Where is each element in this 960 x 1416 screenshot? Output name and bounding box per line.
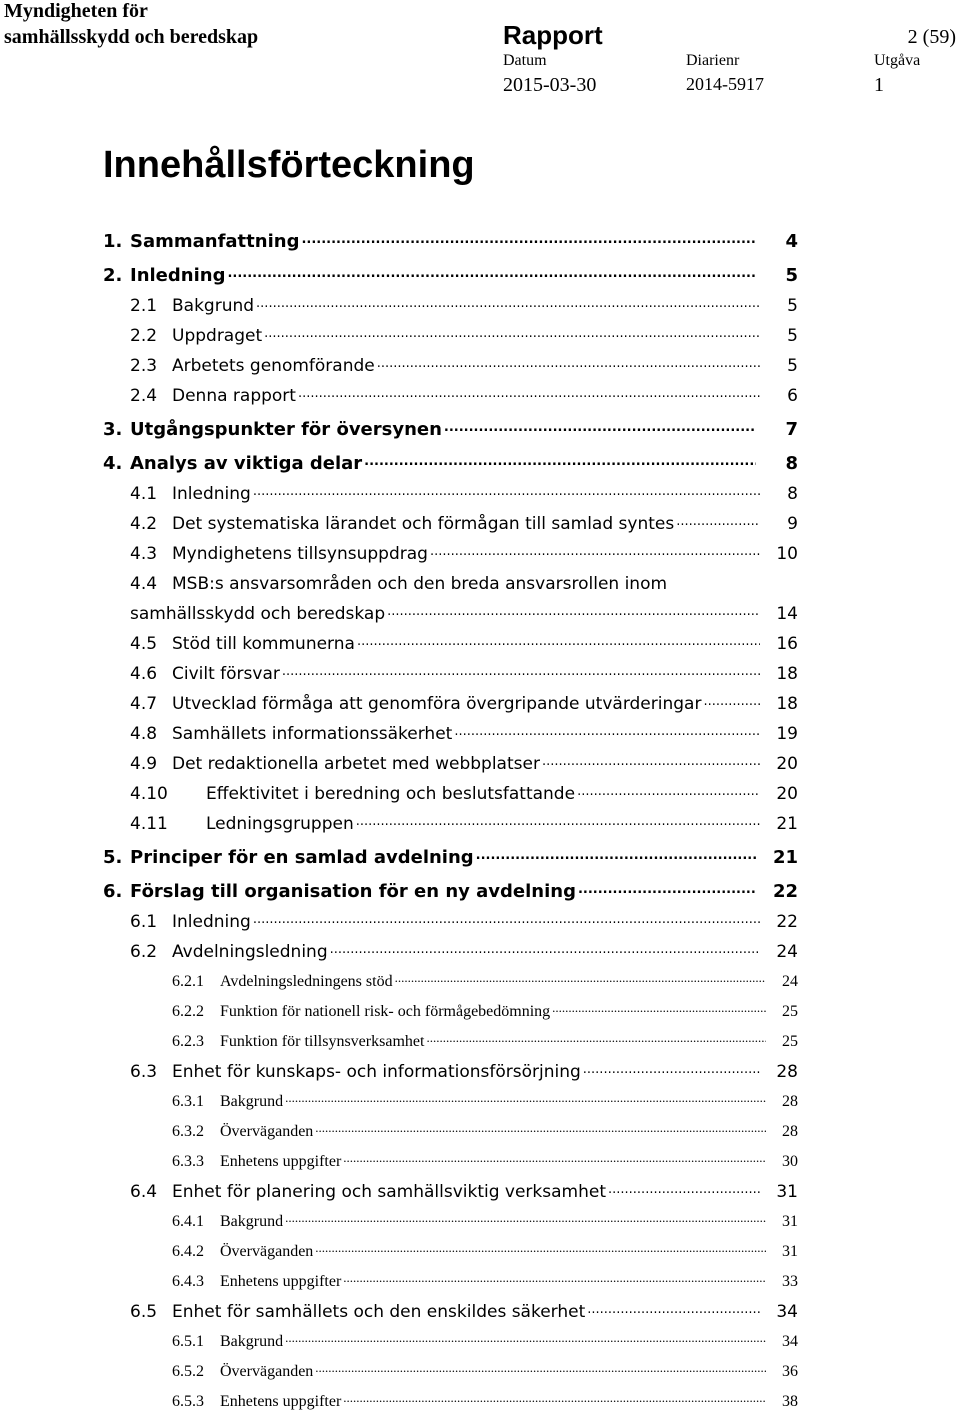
toc-entry-text: [0, 509, 762, 535]
toc-entry-text: [0, 689, 762, 715]
toc-entry-text: [0, 1027, 768, 1053]
toc-entry-label[interactable]: Funktion för nationell risk- och förmågebedömning: [220, 1003, 551, 1020]
toc-entry-label[interactable]: Samhällets informationssäkerhet: [172, 724, 453, 744]
dot-leader: [587, 1297, 760, 1319]
dot-leader: [703, 689, 760, 711]
edition-value: 1: [874, 74, 884, 96]
dot-leader: [454, 719, 760, 741]
dot-leader: [476, 843, 756, 865]
toc-entry-label[interactable]: Principer för en samlad avdelning: [130, 847, 474, 868]
toc-entry-label[interactable]: Överväganden: [220, 1363, 314, 1380]
toc-entry-page: 21: [776, 814, 798, 834]
toc-entry-page: 30: [782, 1153, 798, 1170]
toc-entry-page: 25: [782, 1003, 798, 1020]
toc-entry-number: 2.: [103, 265, 123, 286]
toc-entry-text: [0, 449, 758, 475]
toc-entry-label[interactable]: Bakgrund: [220, 1093, 284, 1110]
toc-entry-text: [0, 1057, 762, 1083]
toc-entry-page: 19: [776, 724, 798, 744]
toc-entry-label[interactable]: Avdelningsledning: [172, 942, 328, 962]
toc-entry[interactable]: [0, 715, 960, 745]
date-value: 2015-03-30: [503, 74, 597, 96]
toc-entry-page: 8: [787, 484, 798, 504]
toc-entry-text: [0, 1117, 768, 1143]
dot-leader: [298, 381, 760, 403]
toc-entry-number: 6.4: [130, 1182, 158, 1202]
dot-leader: [578, 877, 756, 899]
toc-title: Innehållsförteckning: [103, 144, 475, 186]
toc-entry-label[interactable]: Inledning: [172, 484, 251, 504]
toc-entry-page: 21: [772, 847, 798, 868]
toc-entry-label[interactable]: Enhetens uppgifter: [220, 1273, 342, 1290]
toc-entry-text: [0, 659, 762, 685]
dot-leader: [343, 1267, 766, 1289]
toc-entry[interactable]: [0, 1113, 960, 1143]
toc-entry[interactable]: [0, 625, 960, 655]
toc-entry-text: [0, 629, 762, 655]
toc-entry[interactable]: [0, 317, 960, 347]
dot-leader: [285, 1087, 766, 1109]
toc-entry-page: 20: [776, 754, 798, 774]
toc-entry[interactable]: [0, 1023, 960, 1053]
toc-entry-page: 9: [787, 514, 798, 534]
toc-entry-label[interactable]: Det redaktionella arbetet med webbplatser: [172, 754, 540, 774]
toc-entry-page: 31: [782, 1213, 798, 1230]
toc-entry-number: 5.: [103, 847, 123, 868]
toc-entry[interactable]: [0, 1203, 960, 1233]
toc-entry[interactable]: [0, 287, 960, 317]
toc-entry-text: [0, 967, 768, 993]
toc-entry-page: 33: [782, 1273, 798, 1290]
toc-entry-number: 4.: [103, 453, 123, 474]
toc-entry-number: 6.2.3: [172, 1033, 204, 1050]
toc-entry-text: [0, 1087, 768, 1113]
toc-entry[interactable]: [0, 535, 960, 565]
dot-leader: [552, 997, 766, 1019]
toc-entry-label[interactable]: Enhet för samhällets och den enskildes säkerhet: [172, 1302, 586, 1322]
toc-entry-page: 7: [785, 419, 798, 440]
toc-entry-label[interactable]: Enhetens uppgifter: [220, 1153, 342, 1170]
toc-entry-page: 5: [785, 265, 798, 286]
toc-entry-label[interactable]: Arbetets genomförande: [172, 356, 375, 376]
toc-entry-label[interactable]: Utgångspunkter för översynen: [130, 419, 442, 440]
toc-entry-number: 4.11: [130, 814, 168, 834]
toc-entry-number: 6.2.2: [172, 1003, 204, 1020]
toc-entry-label[interactable]: Funktion för tillsynsverksamhet: [220, 1033, 425, 1050]
toc-entry-text: [0, 809, 762, 835]
toc-entry-number: 6.5.2: [172, 1363, 204, 1380]
toc-entry[interactable]: [0, 745, 960, 775]
toc-entry[interactable]: [0, 1383, 960, 1413]
toc-entry-text: [0, 351, 762, 377]
toc-entry-number: 4.2: [130, 514, 158, 534]
toc-entry-page: 10: [776, 544, 798, 564]
toc-entry-number: 6.4.1: [172, 1213, 204, 1230]
toc-entry-text: [0, 539, 762, 565]
toc-entry-page: 28: [776, 1062, 798, 1082]
toc-entry-label[interactable]: Inledning: [130, 265, 226, 286]
toc-entry-number: 1.: [103, 231, 123, 252]
toc-entry-page: 5: [787, 356, 798, 376]
toc-entry[interactable]: [0, 1233, 960, 1263]
toc-entry-text: [0, 877, 758, 903]
toc-entry-number: 6.5.3: [172, 1393, 204, 1410]
dot-leader: [315, 1357, 766, 1379]
toc-entry[interactable]: [0, 223, 960, 253]
toc-entry-page: 25: [782, 1033, 798, 1050]
toc-entry-number: 6.2: [130, 942, 158, 962]
toc-entry-text: [0, 997, 768, 1023]
toc-entry-label[interactable]: Avdelningsledningens stöd: [220, 973, 393, 990]
toc-entry-number: 2.1: [130, 296, 158, 316]
toc-entry-number: 6.3.3: [172, 1153, 204, 1170]
toc-entry-page: 8: [785, 453, 798, 474]
edition-label: Utgåva: [874, 52, 921, 69]
toc-entry-label[interactable]: samhällsskydd och beredskap: [130, 604, 386, 624]
toc-entry-number: 4.4: [130, 574, 158, 594]
toc-entry-number: 4.3: [130, 544, 158, 564]
toc-entry-number: 6.: [103, 881, 123, 902]
dot-leader: [343, 1387, 766, 1409]
dot-leader: [377, 351, 760, 373]
toc-entry-label[interactable]: Bakgrund: [172, 296, 255, 316]
toc-entry-text: [0, 1357, 768, 1383]
toc-entry-label[interactable]: Överväganden: [220, 1243, 314, 1260]
toc-entry-page: 28: [782, 1123, 798, 1140]
dot-leader: [583, 1057, 760, 1079]
toc-entry-text: [0, 415, 758, 441]
dot-leader: [343, 1147, 766, 1169]
toc-entry-label[interactable]: Det systematiska lärandet och förmågan till samlad syntes: [172, 514, 675, 534]
toc-entry-first-line: [130, 565, 667, 595]
toc-entry[interactable]: [0, 685, 960, 715]
dot-leader: [444, 415, 756, 437]
dot-leader: [676, 509, 760, 531]
toc-entry-label[interactable]: Bakgrund: [220, 1213, 284, 1230]
toc-entry-number: 6.3: [130, 1062, 158, 1082]
toc-entry[interactable]: [0, 655, 960, 685]
organization-name-line2: samhällsskydd och beredskap: [4, 26, 259, 48]
dot-leader: [430, 539, 760, 561]
toc-entry-text: [0, 1387, 768, 1413]
toc-entry-text: [0, 907, 762, 933]
toc-entry-number: 6.3.2: [172, 1123, 204, 1140]
toc-entry[interactable]: [0, 1353, 960, 1383]
toc-entry-page: 34: [776, 1302, 798, 1322]
toc-entry-page: 24: [776, 942, 798, 962]
toc-entry-label[interactable]: Denna rapport: [172, 386, 296, 406]
toc-entry-page: 18: [776, 694, 798, 714]
toc-entry-page: 14: [776, 604, 798, 624]
toc-entry-label[interactable]: Sammanfattning: [130, 231, 300, 252]
toc-entry[interactable]: [0, 1173, 960, 1203]
toc-entry-page: 36: [782, 1363, 798, 1380]
toc-entry-number: 2.2: [130, 326, 158, 346]
dot-leader: [330, 937, 760, 959]
diarie-label: Diarienr: [686, 52, 740, 69]
dot-leader: [542, 749, 760, 771]
toc-entry[interactable]: [0, 1053, 960, 1083]
toc-entry[interactable]: [0, 1143, 960, 1173]
toc-entry-label[interactable]: MSB:s ansvarsområden och den breda ansvarsrollen inom: [172, 574, 668, 594]
toc-entry-text: [0, 843, 758, 869]
toc-entry-number: 4.7: [130, 694, 158, 714]
toc-entry-page: 38: [782, 1393, 798, 1410]
toc-entry[interactable]: [0, 595, 960, 625]
document-type: Rapport: [503, 20, 603, 50]
toc-entry-page: 6: [787, 386, 798, 406]
dot-leader: [364, 449, 756, 471]
toc-entry-page: 31: [776, 1182, 798, 1202]
toc-entry-label[interactable]: Inledning: [172, 912, 251, 932]
toc-entry-number: 2.4: [130, 386, 158, 406]
toc-entry[interactable]: [0, 873, 960, 903]
toc-entry[interactable]: [0, 1323, 960, 1353]
toc-entry-label[interactable]: Stöd till kommunerna: [172, 634, 355, 654]
toc-entry-text: [0, 937, 762, 963]
toc-entry-number: 4.9: [130, 754, 158, 774]
toc-entry-label[interactable]: Ledningsgruppen: [206, 814, 354, 834]
toc-entry-label[interactable]: Bakgrund: [220, 1333, 284, 1350]
toc-entry[interactable]: [0, 445, 960, 475]
toc-entry-text: [0, 1177, 762, 1203]
dot-leader: [387, 599, 760, 621]
toc-entry-text: [0, 381, 762, 407]
toc-entry[interactable]: [0, 347, 960, 377]
toc-entry-number: 6.2.1: [172, 973, 204, 990]
dot-leader: [357, 629, 760, 651]
toc-entry-label[interactable]: Civilt försvar: [172, 664, 280, 684]
toc-entry-page: 34: [782, 1333, 798, 1350]
toc-entry[interactable]: [0, 775, 960, 805]
toc-entry-label[interactable]: Enhetens uppgifter: [220, 1393, 342, 1410]
toc-entry-page: 28: [782, 1093, 798, 1110]
dot-leader: [301, 227, 756, 249]
dot-leader: [426, 1027, 766, 1049]
toc-entry-text: [0, 1237, 768, 1263]
toc-entry-label[interactable]: Överväganden: [220, 1123, 314, 1140]
toc-entry-number: 6.5: [130, 1302, 158, 1322]
toc-entry-number: 6.4.2: [172, 1243, 204, 1260]
dot-leader: [282, 659, 760, 681]
toc-entry-number: 4.5: [130, 634, 158, 654]
toc-entry-text: [0, 321, 762, 347]
toc-entry-text: [0, 1297, 762, 1323]
toc-entry-page: 24: [782, 973, 798, 990]
toc-entry-label[interactable]: Myndighetens tillsynsuppdrag: [172, 544, 428, 564]
toc-entry[interactable]: [0, 257, 960, 287]
toc-entry-label[interactable]: Analys av viktiga delar: [130, 453, 363, 474]
toc-entry-number: 6.1: [130, 912, 158, 932]
dot-leader: [256, 291, 760, 313]
toc-entry-number: 4.8: [130, 724, 158, 744]
toc-entry-number: 3.: [103, 419, 123, 440]
toc-entry-text: [0, 227, 758, 253]
dot-leader: [264, 321, 760, 343]
toc-entry-label[interactable]: Uppdraget: [172, 326, 263, 346]
toc-entry-text: [0, 719, 762, 745]
toc-entry-label[interactable]: Förslag till organisation för en ny avdelning: [130, 881, 576, 902]
toc-entry-number: 2.3: [130, 356, 158, 376]
toc-entry-label[interactable]: Enhet för planering och samhällsviktig verksamhet: [172, 1182, 606, 1202]
toc-entry-text: [0, 1267, 768, 1293]
toc-entry-label[interactable]: Effektivitet i beredning och beslutsfattande: [206, 784, 576, 804]
dot-leader: [253, 479, 760, 501]
toc-entry[interactable]: [0, 411, 960, 441]
toc-entry-text: [0, 1327, 768, 1353]
toc-entry-page: 20: [776, 784, 798, 804]
toc-entry-text: [0, 749, 762, 775]
toc-entry-number: 4.6: [130, 664, 158, 684]
toc-entry[interactable]: [0, 903, 960, 933]
toc-entry[interactable]: [0, 505, 960, 535]
toc-entry-page: 22: [772, 881, 798, 902]
toc-entry[interactable]: [0, 377, 960, 407]
toc-entry-text: [0, 1207, 768, 1233]
toc-entry-number: 4.1: [130, 484, 158, 504]
toc-entry[interactable]: [0, 1263, 960, 1293]
toc-entry-number: 6.5.1: [172, 1333, 204, 1350]
dot-leader: [608, 1177, 760, 1199]
toc-entry[interactable]: [0, 839, 960, 869]
toc-entry-number: 6.4.3: [172, 1273, 204, 1290]
toc-entry[interactable]: [0, 963, 960, 993]
dot-leader: [253, 907, 760, 929]
toc-entry[interactable]: [0, 805, 960, 835]
toc-entry-page: 31: [782, 1243, 798, 1260]
toc-entry-number: 4.10: [130, 784, 168, 804]
toc-entry-page: 18: [776, 664, 798, 684]
toc-entry-text: [0, 1147, 768, 1173]
toc-entry-page: 4: [785, 231, 798, 252]
dot-leader: [285, 1207, 766, 1229]
toc-entry[interactable]: [0, 1083, 960, 1113]
toc-entry[interactable]: [0, 933, 960, 963]
toc-entry-label[interactable]: Utvecklad förmåga att genomföra övergripande utvärderingar: [172, 694, 702, 714]
dot-leader: [395, 967, 766, 989]
toc-entry-text: [0, 779, 762, 805]
dot-leader: [227, 261, 756, 283]
dot-leader: [315, 1117, 766, 1139]
toc-entry-page: 16: [776, 634, 798, 654]
dot-leader: [356, 809, 760, 831]
toc-entry-text: [0, 261, 758, 287]
date-label: Datum: [503, 52, 547, 69]
toc-entry-label[interactable]: Enhet för kunskaps- och informationsförsörjning: [172, 1062, 581, 1082]
diarie-value: 2014-5917: [686, 74, 764, 94]
dot-leader: [285, 1327, 766, 1349]
toc-entry-text: [0, 291, 762, 317]
toc-entry-page: 5: [787, 326, 798, 346]
dot-leader: [577, 779, 760, 801]
toc-entry-text: [0, 599, 762, 625]
toc-entry-number: 6.3.1: [172, 1093, 204, 1110]
toc-entry-page: 22: [776, 912, 798, 932]
toc-entry[interactable]: [0, 1293, 960, 1323]
dot-leader: [315, 1237, 766, 1259]
toc-entry-text: [0, 479, 762, 505]
page-number: 2 (59): [907, 26, 956, 48]
toc-entry[interactable]: [0, 475, 960, 505]
toc-entry[interactable]: [0, 993, 960, 1023]
toc-entry-page: 5: [787, 296, 798, 316]
organization-name-line1: Myndigheten för: [4, 0, 148, 22]
